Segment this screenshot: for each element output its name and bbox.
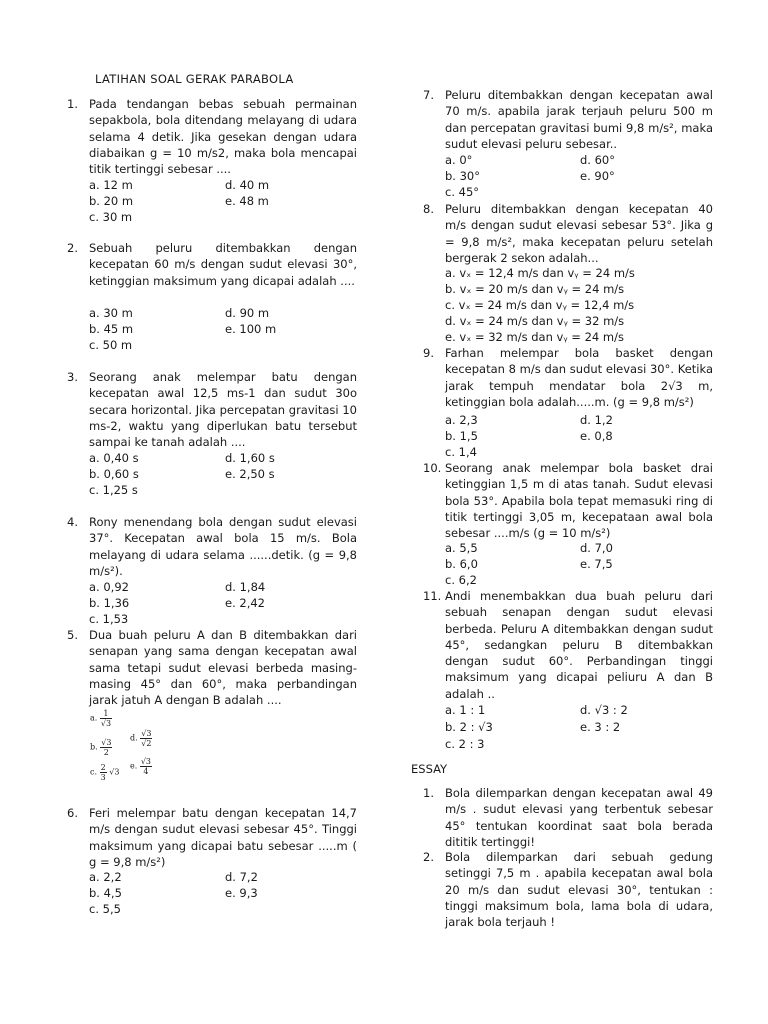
question-4 [67, 514, 357, 584]
option-c: c. 50 m [89, 338, 133, 352]
option-a: a. 12 m [89, 178, 133, 192]
option-c: c. vₓ = 24 m/s dan vᵧ = 12,4 m/s [445, 298, 635, 312]
option-a: a. 0,40 s [89, 451, 139, 465]
question-text: Peluru ditembakkan dengan kecepatan 40 m/s dengan sudut elevasi sebesar 53°. Jika g = 9,8 m/s², maka kecepatan peluru setelah bergerak 2 sekon adalah... [445, 202, 713, 265]
question-text: Seorang anak melempar bola basket drai ketinggian 1,5 m di atas tanah. Sudut elevasi bola 53°. Apabila bola tepat memasuki ring di titik tertinggi 3,05 m, kecepataan awal bola sebesar ....m/s (g = 10 m/s²) [445, 461, 713, 541]
question-6 [67, 805, 357, 875]
option-d: d. √3 : 2 [580, 703, 628, 717]
question-number: 9. [423, 346, 434, 360]
worksheet-title: LATIHAN SOAL GERAK PARABOLA [95, 72, 294, 86]
option-a: a. 0° [445, 153, 473, 167]
option-b: b. 2 : √3 [445, 720, 493, 734]
question-text: Sebuah peluru ditembakkan dengan kecepatan 60 m/s dengan sudut elevasi 30°, ketinggian maksimum yang dicapai adalah .... [89, 241, 357, 288]
option-e: e. 3 : 2 [580, 720, 621, 734]
option-e: e. 9,3 [225, 886, 258, 900]
option-a: a. 1 : 1 [445, 703, 486, 717]
question-8 [423, 201, 713, 271]
option-e: e. 90° [580, 169, 615, 183]
question-number: 5. [67, 628, 78, 642]
question-text: Bola dilemparkan dengan kecepatan awal 49 m/s . sudut elevasi yang terbentuk sebesar 45° tentukan koordinat saat bola berada dititik tertinggi! [445, 786, 713, 849]
question-text: Peluru ditembakkan dengan kecepatan awal 70 m/s. apabila jarak terjauh peluru 500 m dan percepatan gravitasi bumi 9,8 m/s², maka sudut elevasi peluru sebesar.. [445, 88, 713, 151]
question-text: Bola dilemparkan dari sebuah gedung setinggi 7,5 m . apabila kecepatan awal bola 20 m/s dan sudut elevasi 30°, tentukan : tinggi maksimum bola, lama bola di udara, jarak bola terjauh ! [445, 850, 713, 930]
question-number: 4. [67, 515, 78, 529]
question-3 [67, 369, 357, 454]
option-d: d. 60° [580, 153, 615, 167]
question-10 [423, 460, 713, 545]
option-d: d. 1,2 [580, 413, 613, 427]
question-number: 7. [423, 88, 434, 102]
question-number: 2. [67, 241, 78, 255]
option-c: c. 2 : 3 [445, 737, 485, 751]
option-a: a. vₓ = 12,4 m/s dan vᵧ = 24 m/s [445, 266, 635, 280]
question-number: 1. [423, 786, 434, 800]
option-d: d. vₓ = 24 m/s dan vᵧ = 32 m/s [445, 314, 625, 328]
option-a: a. 5,5 [445, 541, 478, 555]
question-number: 10. [423, 461, 442, 475]
question-text: Pada tendangan bebas sebuah permainan sepakbola, bola ditendang melayang di udara selama 4 detik. Jika gesekan dengan udara diabaikan g = 10 m/s2, maka bola mencapai titik tertinggi sebesar .... [89, 97, 357, 177]
question-number: 8. [423, 202, 434, 216]
option-d: d. 7,2 [225, 870, 258, 884]
option-e: e. 2,50 s [225, 467, 275, 481]
option-c: c. 6,2 [445, 573, 477, 587]
option-c: c. 45° [445, 185, 480, 199]
question-text: Feri melempar batu dengan kecepatan 14,7 m/s dengan sudut elevasi sebesar 45°. Tinggi maksimum yang dicapai batu sebesar .....m ( g = 9,8 m/s²) [89, 806, 357, 869]
question-number: 11. [423, 589, 442, 603]
option-d: d. $\frac{√3}{√2}$ [130, 729, 152, 748]
question-7 [423, 87, 713, 157]
question-text: Seorang anak melempar batu dengan kecepatan awal 12,5 ms-1 dan sudut 30o secara horizontal. Jika percepatan gravitasi 10 ms-2, waktu yang diperlukan batu tersebut sampai ke tanah adalah .... [89, 370, 357, 450]
option-d: d. 7,0 [580, 541, 613, 555]
option-d: d. 90 m [225, 306, 270, 320]
option-c: c. 1,53 [89, 612, 129, 626]
option-b: b. 1,36 [89, 596, 130, 610]
option-a: a. 2,3 [445, 413, 478, 427]
option-e: e. 100 m [225, 322, 277, 336]
option-b: b. 4,5 [89, 886, 122, 900]
question-number: 1. [67, 97, 78, 111]
option-a: a. 2,2 [89, 870, 122, 884]
option-a: a. $\frac{1}{√3}$ [90, 709, 112, 728]
option-b: b. vₓ = 20 m/s dan vᵧ = 24 m/s [445, 282, 625, 296]
option-c: c. 30 m [89, 210, 133, 224]
option-c: c. 5,5 [89, 902, 121, 916]
question-text: Rony menendang bola dengan sudut elevasi 37°. Kecepatan awal bola 15 m/s. Bola melayang di udara selama ......detik. (g = 9,8 m/s²). [89, 515, 357, 578]
option-e: e. 0,8 [580, 429, 613, 443]
option-b: b. $\frac{√3}{2}$ [90, 738, 112, 757]
option-d: d. 40 m [225, 178, 270, 192]
question-number: 6. [67, 806, 78, 820]
option-b: b. 20 m [89, 194, 134, 208]
option-b: b. 0,60 s [89, 467, 139, 481]
option-c: c. 1,25 s [89, 483, 138, 497]
option-e: e. 2,42 [225, 596, 265, 610]
option-b: b. 1,5 [445, 429, 478, 443]
option-e: e. 7,5 [580, 557, 613, 571]
question-number: 2. [423, 850, 434, 864]
question-text: Farhan melempar bola basket dengan kecepatan 8 m/s dan sudut elevasi 30°. Ketika jarak tempuh mendatar bola 2√3 m, ketinggian bola adalah.....m. (g = 9,8 m/s²) [445, 346, 713, 409]
option-c: c. $\frac{2}{3}$ √3 [90, 763, 120, 782]
question-2 [67, 240, 357, 310]
option-e: e. $\frac{√3}{4}$ [130, 757, 152, 776]
option-b: b. 45 m [89, 322, 134, 336]
question-5 [67, 627, 357, 712]
option-a: a. 30 m [89, 306, 133, 320]
option-e: e. 48 m [225, 194, 269, 208]
option-e: e. vₓ = 32 m/s dan vᵧ = 24 m/s [445, 330, 624, 344]
question-text: Dua buah peluru A dan B ditembakkan dari senapan yang sama dengan kecepatan awal sama tetapi sudut elevasi berbeda masing-masing 45° dan 60°, maka perbandingan jarak jatuh A dengan B adalah .... [89, 628, 357, 708]
question-text: Andi menembakkan dua buah peluru dari sebuah senapan dengan sudut elevasi berbeda. Peluru A ditembakkan dengan sudut 45°, sedangkan peluru B ditembakkan dengan sudut 60°. Perbandingan tinggi maksimum yang dicapai peliuru A dan B adalah .. [445, 589, 713, 701]
option-d: d. 1,84 [225, 580, 266, 594]
question-number: 3. [67, 370, 78, 384]
essay-question-2 [423, 849, 713, 934]
option-a: a. 0,92 [89, 580, 129, 594]
essay-heading: ESSAY [411, 762, 448, 776]
option-c: c. 1,4 [445, 445, 477, 459]
essay-question-1 [423, 785, 713, 850]
option-b: b. 6,0 [445, 557, 478, 571]
question-11 [423, 588, 713, 703]
option-b: b. 30° [445, 169, 480, 183]
option-d: d. 1,60 s [225, 451, 275, 465]
question-9 [423, 345, 713, 415]
